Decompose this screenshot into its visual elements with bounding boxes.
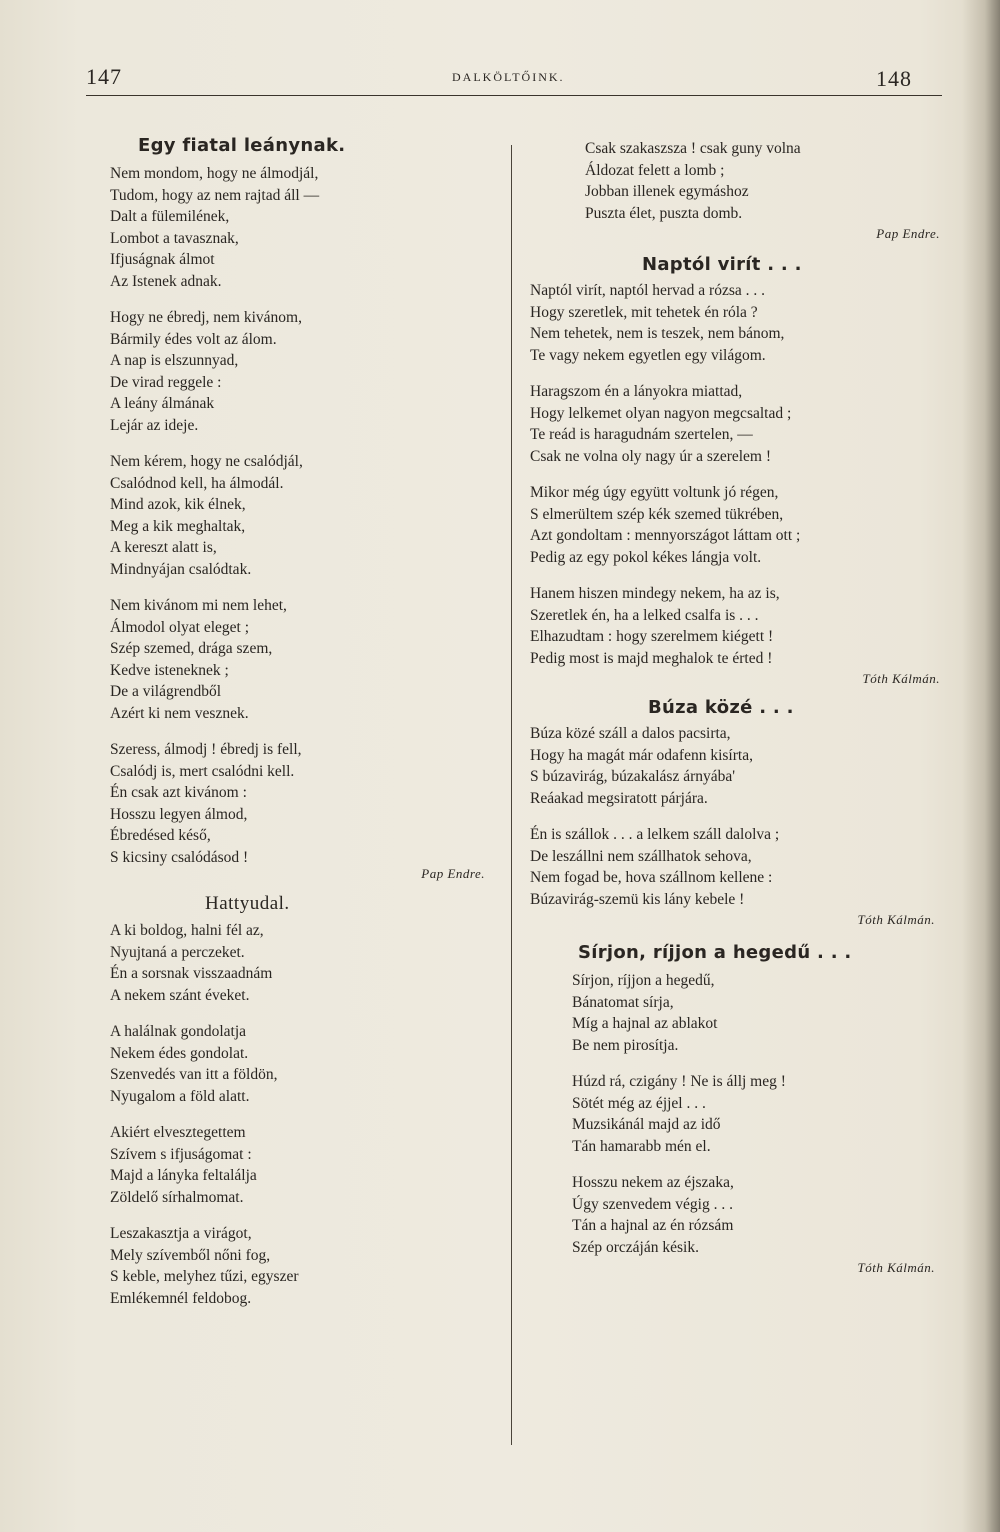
verse-line: Tán a hajnal az én rózsám — [572, 1217, 734, 1234]
verse-line: Nem kérem, hogy ne csalódjál, — [110, 453, 303, 470]
poem-title: Naptól virít . . . — [642, 254, 802, 275]
verse-line: Mindnyájan csalódtak. — [110, 560, 252, 578]
verse-line: S búzavirág, búzakalász árnyába' — [530, 768, 736, 785]
verse-line: De virad reggele : — [110, 373, 222, 391]
verse-line: Tán hamarabb mén el. — [572, 1137, 711, 1155]
verse-line: Te vagy nekem egyetlen egy világom. — [530, 346, 766, 364]
page-number-right: 148 — [876, 66, 912, 91]
verse-line: Nem fogad be, hova szállnom kellene : — [530, 869, 773, 886]
poem-title: Sírjon, ríjjon a hegedű . . . — [578, 942, 852, 963]
poem-author: Tóth Kálmán. — [857, 1260, 935, 1275]
verse-line: Csak ne volna oly nagy úr a szerelem ! — [530, 447, 772, 465]
stanza — [110, 595, 500, 724]
verse-line: Mely szívemből nőni fog, — [110, 1246, 271, 1264]
stanza — [110, 739, 500, 868]
poem-title: Búza közé . . . — [648, 697, 794, 718]
verse-line: Elhazudtam : hogy szerelmem kiégett ! — [530, 628, 774, 645]
verse-line: Csak szakaszsza ! csak guny volna — [585, 140, 801, 157]
verse-line: Húzd rá, czigány ! Ne is állj meg ! — [572, 1073, 786, 1090]
stanza — [110, 1021, 500, 1107]
stanza — [110, 451, 500, 580]
verse-line: De a világrendből — [110, 683, 222, 700]
verse-line: Ébredésed késő, — [110, 827, 211, 844]
verse-line: Dalt a fülemilének, — [110, 208, 230, 225]
verse-line: Hosszu nekem az éjszaka, — [572, 1174, 734, 1191]
poem-buza-koze — [530, 695, 960, 930]
page-number-left: 147 — [86, 64, 122, 89]
verse-line: Sötét még az éjjel . . . — [572, 1094, 706, 1112]
stanza — [530, 723, 960, 809]
verse-line: Naptól virít, naptól hervad a rózsa . . . — [530, 282, 766, 299]
verse-line: A halálnak gondolatja — [110, 1023, 247, 1040]
verse-line: Búza közé száll a dalos pacsirta, — [530, 725, 731, 742]
poem-author: Pap Endre. — [421, 866, 485, 881]
verse-line: Míg a hajnal az ablakot — [572, 1015, 718, 1032]
verse-line: Bármily édes volt az álom. — [110, 330, 277, 348]
verse-line: S keble, melyhez tűzi, egyszer — [110, 1268, 299, 1285]
verse-line: Hogy lelkemet olyan nagyon megcsaltad ; — [530, 404, 792, 422]
stanza — [530, 381, 960, 467]
verse-line: Azért ki nem vesznek. — [110, 704, 249, 722]
verse-line: A nap is elszunnyad, — [110, 352, 239, 369]
verse-line: Kedve isteneknek ; — [110, 661, 229, 679]
verse-line: Úgy szenvedem végig . . . — [572, 1195, 733, 1213]
verse-line: A kereszt alatt is, — [110, 539, 217, 556]
stanza — [530, 583, 960, 669]
poem-naptol-virit — [530, 252, 960, 689]
verse-line: Csalódnod kell, ha álmodál. — [110, 474, 284, 492]
verse-line: Szenvedés van itt a földön, — [110, 1066, 278, 1083]
verse-line: Hogy ha magát már odafenn kisírta, — [530, 746, 753, 764]
verse-line: Meg a kik meghaltak, — [110, 517, 246, 535]
verse-line: S kicsiny csalódásod ! — [110, 848, 249, 866]
verse-line: A ki boldog, halni fél az, — [110, 922, 264, 939]
stanza — [530, 482, 960, 568]
verse-line: Mikor még úgy együtt voltunk jó régen, — [530, 484, 779, 501]
page-edge-shadow — [962, 0, 1000, 1532]
stanza — [572, 1172, 960, 1258]
verse-line: Mind azok, kik élnek, — [110, 496, 246, 513]
verse-line: Szívem s ifjuságomat : — [110, 1145, 252, 1163]
verse-line: Te reád is haragudnám szertelen, — — [530, 426, 753, 443]
verse-line: Én is szállok . . . a lelkem száll dalolva ; — [530, 826, 780, 843]
verse-line: Majd a lányka feltalálja — [110, 1167, 257, 1184]
verse-line: Nyugalom a föld alatt. — [110, 1087, 250, 1105]
stanza — [110, 1223, 500, 1309]
poem-egy-fiatal-leanynak — [110, 133, 500, 884]
verse-line: Tudom, hogy az nem rajtad áll — — [110, 186, 320, 204]
verse-line: Nem mondom, hogy ne álmodjál, — [110, 165, 319, 182]
poem-title: Egy fiatal leánynak. — [138, 135, 346, 156]
column-divider — [511, 145, 512, 1445]
verse-line: A leány álmának — [110, 395, 215, 412]
stanza — [110, 1122, 500, 1208]
poem-hattyudal — [110, 890, 500, 1309]
poem-author: Tóth Kálmán. — [862, 671, 940, 686]
verse-line: Én a sorsnak visszaadnám — [110, 965, 273, 982]
stanza — [585, 138, 960, 224]
verse-line: Zöldelő sírhalmomat. — [110, 1188, 244, 1206]
verse-line: Búzavirág-szemü kis lány kebele ! — [530, 890, 745, 908]
poem-author: Tóth Kálmán. — [857, 912, 935, 927]
verse-line: Az Istenek adnak. — [110, 272, 222, 290]
verse-line: Nem tehetek, nem is teszek, nem bánom, — [530, 325, 785, 342]
verse-line: Pedig most is majd meghalok te érted ! — [530, 649, 773, 667]
verse-line: Hosszu legyen álmod, — [110, 805, 248, 823]
stanza — [572, 1071, 960, 1157]
verse-line: Nem kivánom mi nem lehet, — [110, 597, 287, 614]
poem-title: Hattyudal. — [205, 893, 290, 914]
verse-line: Hogy ne ébredj, nem kivánom, — [110, 309, 302, 326]
verse-line: Szeretlek én, ha a lelked csalfa is . . . — [530, 606, 759, 624]
verse-line: Jobban illenek egymáshoz — [585, 183, 749, 200]
verse-line: A nekem szánt éveket. — [110, 986, 250, 1004]
verse-line: Csalódj is, mert csalódni kell. — [110, 762, 295, 780]
stanza — [530, 280, 960, 366]
verse-line: Hanem hiszen mindegy nekem, ha az is, — [530, 585, 780, 602]
stanza — [530, 824, 960, 910]
stanza — [110, 307, 500, 436]
stanza — [110, 920, 500, 1006]
verse-line: De leszállni nem szállhatok sehova, — [530, 847, 752, 865]
verse-line: Áldozat felett a lomb ; — [585, 161, 725, 179]
verse-line: Haragszom én a lányokra miattad, — [530, 383, 743, 400]
verse-line: Leszakasztja a virágot, — [110, 1225, 252, 1242]
verse-line: Muzsikánál majd az idő — [572, 1116, 721, 1133]
verse-line: S elmerültem szép kék szemed tükrében, — [530, 505, 784, 523]
verse-line: Nyujtaná a perczeket. — [110, 943, 245, 961]
verse-line: Szép szemed, drága szem, — [110, 640, 273, 657]
verse-line: Álmodol olyat eleget ; — [110, 618, 250, 636]
verse-line: Sírjon, ríjjon a hegedű, — [572, 972, 715, 989]
verse-line: Bánatomat sírja, — [572, 993, 674, 1011]
verse-line: Pedig az egy pokol kékes lángja volt. — [530, 548, 762, 566]
header-rule — [86, 95, 942, 96]
verse-line: Ifjuságnak álmot — [110, 251, 215, 268]
verse-line: Szeress, álmodj ! ébredj is fell, — [110, 741, 302, 758]
verse-line: Emlékemnél feldobog. — [110, 1289, 252, 1307]
stanza — [572, 970, 960, 1056]
stanza — [110, 163, 500, 292]
verse-line: Hogy szeretlek, mit tehetek én róla ? — [530, 303, 758, 321]
verse-line: Be nem pirosítja. — [572, 1036, 679, 1054]
verse-line: Puszta élet, puszta domb. — [585, 204, 743, 222]
right-column — [530, 138, 960, 1278]
verse-line: Lombot a tavasznak, — [110, 229, 239, 247]
verse-line: Reáakad megsiratott párjára. — [530, 789, 708, 807]
running-head: DALKÖLTŐINK. — [452, 70, 565, 84]
verse-line: Nekem édes gondolat. — [110, 1044, 249, 1062]
page-header — [0, 60, 1000, 100]
verse-line: Akiért elvesztegettem — [110, 1124, 246, 1141]
verse-line: Szép orczáján késik. — [572, 1238, 699, 1256]
poem-author: Pap Endre. — [876, 226, 940, 241]
verse-line: Lejár az ideje. — [110, 416, 199, 434]
left-column — [110, 130, 500, 1324]
verse-line: Én csak azt kivánom : — [110, 784, 247, 801]
verse-line: Azt gondoltam : mennyországot láttam ott ; — [530, 527, 801, 544]
poem-sirjon-rijjon — [530, 940, 960, 1278]
poem-continuation — [530, 138, 960, 244]
